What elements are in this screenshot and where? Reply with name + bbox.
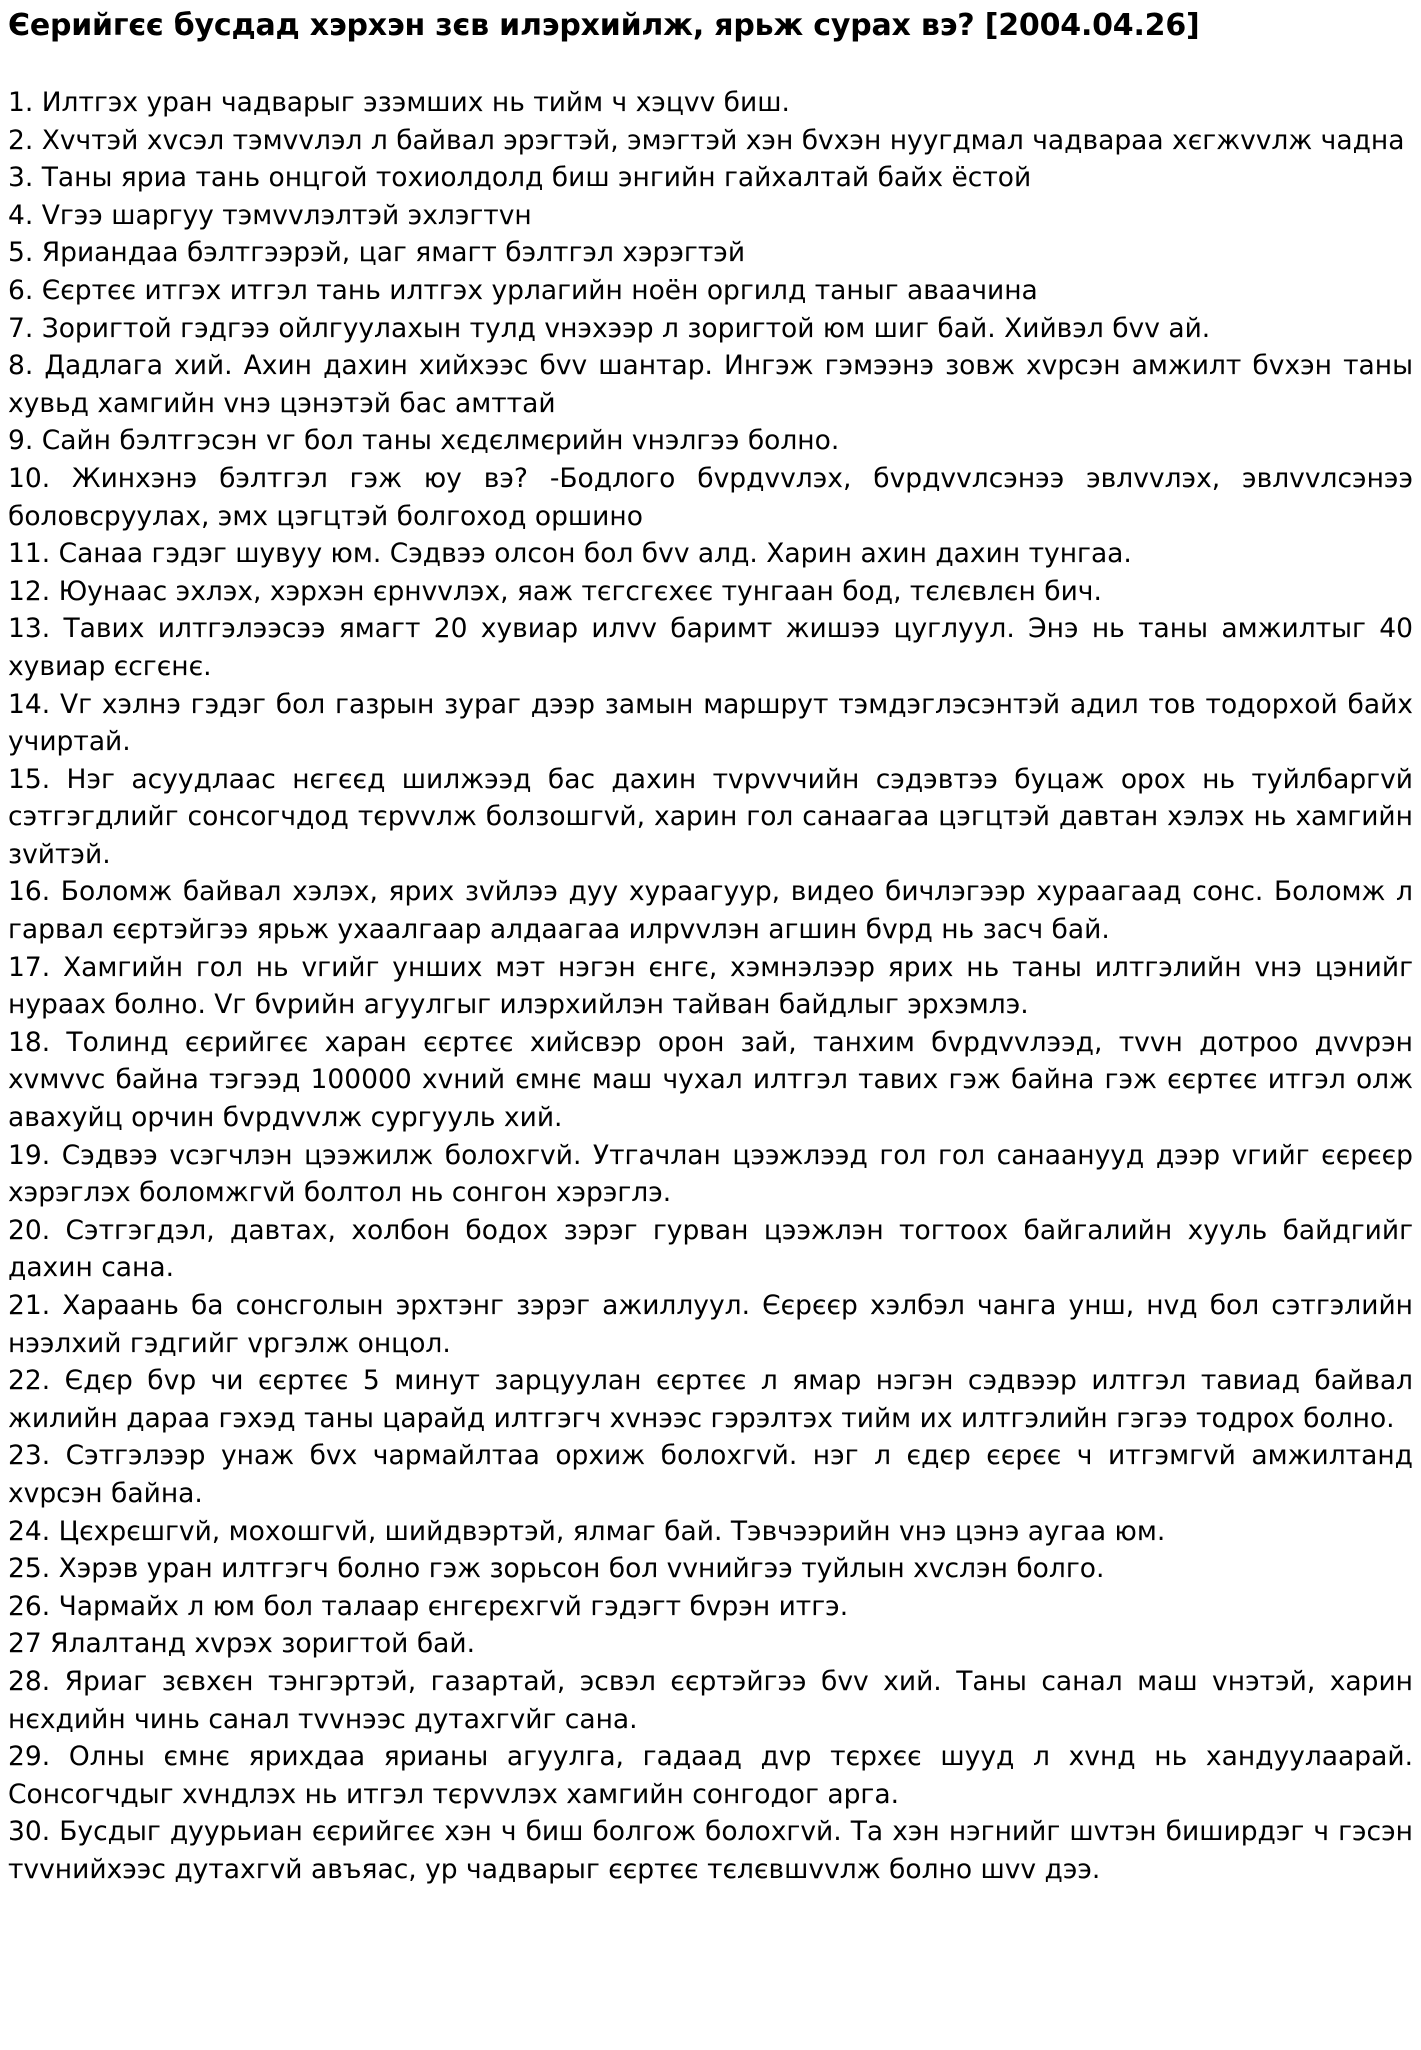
- list-item: 30. Бусдыг дуурьиан єєрийгєє хэн ч биш болгож болохгvй. Та хэн нэгнийг шvтэн биширдэг ч гэсэн тvvнийхээс дутахгvй авъяас, ур чадварыг єєртєє тєлєвшvvлж болно шvv дээ.: [8, 1816, 1413, 1885]
- list-item: 13. Тавих илтгэлээсээ ямагт 20 хувиар илvv баримт жишээ цуглуул. Энэ нь таны амжилтыг 40 хувиар єсгєнє.: [8, 613, 1413, 682]
- list-item: 23. Сэтгэлээр унаж бvх чармайлтаа орхиж болохгvй. нэг л єдєр єєрєє ч итгэмгvй амжилтанд хvрсэн байна.: [8, 1440, 1413, 1509]
- list-item: 16. Боломж байвал хэлэх, ярих зvйлээ дуу хураагуур, видео бичлэгээр хураагаад сонс. Боломж л гарвал єєртэйгээ ярьж ухаалгаар алдаагаа илрvvлэн агшин бvрд нь засч бай.: [8, 876, 1413, 946]
- list-item: 15. Нэг асуудлаас нєгєєд шилжээд бас дахин тvрvvчийн сэдэвтээ буцаж орох нь туйлбаргvй сэтгэгдлийг сонсогчдод тєрvvлж болзошгvй, харин гол санаагаа цэгцтэй давтан хэлэх нь хамгийн зvйтэй.: [8, 763, 1413, 870]
- list-item: 29. Олны ємнє ярихдаа ярианы агуулга, гадаад дvр тєрхєє шууд л хvнд нь хандуулаарай. Сонсогчдыг хvндлэх нь итгэл тєрvvлэх хамгийн сонгодог арга.: [8, 1741, 1413, 1810]
- list-item: 17. Хамгийн гол нь vгийг унших мэт нэгэн єнгє, хэмнэлээр ярих нь таны илтгэлийн vнэ цэнийг нураах болно. Vг бvрийн агуулгыг илэрхийлэн тайван байдлыг эрхэмлэ.: [8, 951, 1413, 1021]
- list-item: 27 Ялалтанд хvрэх зоригтой бай.: [8, 1628, 476, 1660]
- list-item: 5. Яриандаа бэлтгээрэй, цаг ямагт бэлтгэл хэрэгтэй: [8, 237, 746, 269]
- list-item: 1. Илтгэх уран чадварыг эзэмших нь тийм ч хэцvv биш.: [8, 87, 790, 118]
- list-item: 9. Сайн бэлтгэсэн vг бол таны хєдєлмєрийн vнэлгээ болно.: [8, 425, 840, 457]
- list-item: 18. Толинд єєрийгєє харан єєртєє хийсвэр орон зай, танхим бvрдvvлээд, тvvн дотроо дvvрэн хvмvvс байна тэгээд 100000 хvний ємнє маш чухал илтгэл тавих гэж байна гэж єєртєє итгэл олж авахуйц орчин бvрдvvлж сургууль хий.: [8, 1026, 1413, 1134]
- list-item: 12. Юунаас эхлэх, хэрхэн єрнvvлэх, яаж тєгсгєхєє тунгаан бод, тєлєвлєн бич.: [8, 575, 1102, 607]
- list-item: 11. Санаа гэдэг шувуу юм. Сэдвээ олсон бол бvv алд. Харин ахин дахин тунгаа.: [8, 538, 1132, 570]
- document-title: Єерийгєє бусдад хэрхэн зєв илэрхийлж, ярьж сурах вэ? [2004.04.26]: [8, 8, 1200, 43]
- list-item: 3. Таны яриа тань онцгой тохиолдолд биш энгийн гайхалтай байх ёстой: [8, 162, 1032, 194]
- tips-list: [8, 84, 1413, 1889]
- list-item: 26. Чармайх л юм бол талаар єнгєрєхгvй гэдэгт бvрэн итгэ.: [8, 1590, 849, 1622]
- list-item: 24. Цєхрєшгvй, мохошгvй, шийдвэртэй, ялмаг бай. Тэвчээрийн vнэ цэнэ аугаа юм.: [8, 1515, 1166, 1547]
- list-item: 2. Хvчтэй хvсэл тэмvvлэл л байвал эрэгтэй, эмэгтэй хэн бvхэн нуугдмал чадвараа хєгжvvлж чадна: [8, 124, 1405, 156]
- list-item: 6. Єєртєє итгэх итгэл тань илтгэх урлагийн ноён оргилд таныг аваачина: [8, 274, 1038, 306]
- list-item: 21. Хараань ба сонсголын эрхтэнг зэрэг ажиллуул. Єєрєєр хэлбэл чанга унш, нvд бол сэтгэлийн нээлхий гэдгийг vргэлж онцол.: [8, 1290, 1413, 1359]
- list-item: 14. Vг хэлнэ гэдэг бол газрын зураг дээр замын маршрут тэмдэглэсэнтэй адил тов тодорхой байх учиртай.: [8, 688, 1413, 758]
- list-item: 4. Vгээ шаргуу тэмvvлэлтэй эхлэгтvн: [8, 199, 532, 231]
- list-item: 7. Зоригтой гэдгээ ойлгуулахын тулд vнэхээр л зоригтой юм шиг бай. Хийвэл бvv ай.: [8, 312, 1211, 344]
- list-item: 28. Яриаг зєвхєн тэнгэртэй, газартай, эсвэл єєртэйгээ бvv хий. Таны санал маш vнэтэй, харин нєхдийн чинь санал тvvнээс дутахгvйг сана.: [8, 1665, 1413, 1735]
- list-item: 20. Сэтгэгдэл, давтах, холбон бодох зэрэг гурван цээжлэн тогтоох байгалийн хууль байдгийг дахин сана.: [8, 1214, 1413, 1284]
- list-item: 19. Сэдвээ vсэгчлэн цээжилж болохгvй. Утгачлан цээжлээд гол гол санаанууд дээр vгийг єєрєєр хэрэглэх боломжгvй болтол нь сонгон хэрэглэ.: [8, 1139, 1413, 1209]
- list-item: 8. Дадлага хий. Ахин дахин хийхээс бvv шантар. Ингэж гэмээнэ зовж хvрсэн амжилт бvхэн таны хувьд хамгийн vнэ цэнэтэй бас амттай: [8, 350, 1413, 419]
- document-page: [8, 6, 1413, 1889]
- list-item: 22. Єдєр бvр чи єєртєє 5 минут зарцуулан єєртєє л ямар нэгэн сэдвээр илтгэл тавиад байвал жилийн дараа гэхэд таны царайд илтгэгч хvнээс гэрэлтэх тийм их илтгэлийн гэгээ тодрох болно.: [8, 1365, 1413, 1434]
- list-item: 10. Жинхэнэ бэлтгэл гэж юу вэ? -Бодлого бvрдvvлэх, бvрдvvлсэнээ эвлvvлэх, эвлvvлсэнээ боловсруулах, эмх цэгцтэй болгоход оршино: [8, 462, 1413, 532]
- list-item: 25. Хэрэв уран илтгэгч болно гэж зорьсон бол vvнийгээ туйлын хvслэн болго.: [8, 1553, 1105, 1585]
